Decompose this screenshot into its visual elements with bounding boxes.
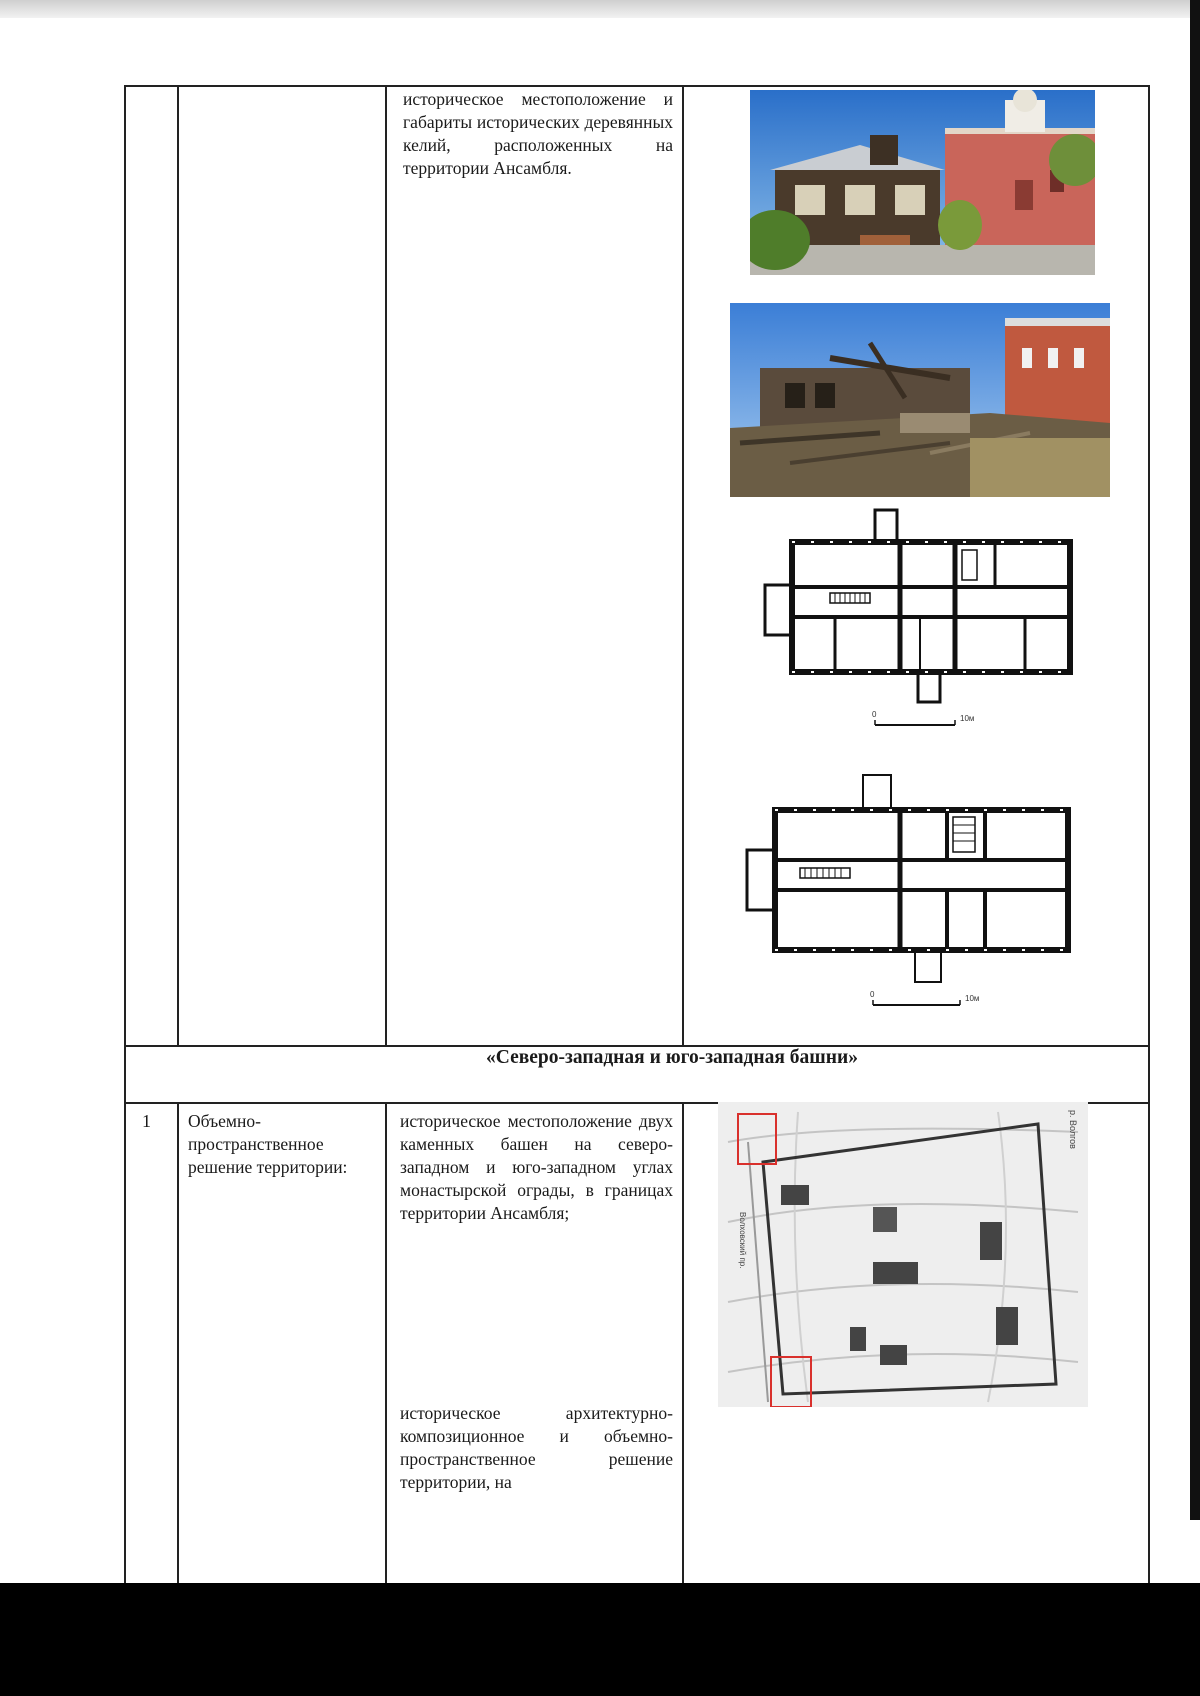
row-criterion-b: историческое архитектурно-композиционное и объемно-пространственное решение территории, на: [400, 1403, 673, 1492]
site-map: [718, 1102, 1088, 1407]
floor-plan-1: [740, 505, 1080, 745]
table-line-col1: [177, 85, 179, 1046]
row-number: 1: [142, 1111, 151, 1131]
photo-wooden-cells: [750, 90, 1095, 275]
plan2-scale-start: 0: [870, 990, 875, 999]
plan1-scale-start: 0: [872, 710, 877, 719]
map-label-river: р. Волгов: [1068, 1110, 1078, 1149]
scan-bottom-edge: [0, 1583, 1200, 1696]
map-label-road: Волховский пр.: [738, 1212, 747, 1269]
plan2-scale-end: 10м: [965, 994, 980, 1003]
table-line-top: [124, 85, 1150, 87]
row-criterion-a: историческое местоположение двух каменных башен на северо-западном и юго-западном углах монастырской ограды, в границах территории Ансамбля;: [400, 1111, 673, 1223]
table-line-col2-lower: [385, 1103, 387, 1583]
table-line-col3: [682, 85, 684, 1046]
photo-ruined-cells: [730, 303, 1110, 497]
plan1-scale-end: 10м: [960, 714, 975, 723]
section-title: «Северо-западная и юго-западная башни»: [486, 1047, 858, 1068]
floor-plan-2: [735, 765, 1080, 1020]
table-line-col3-lower: [682, 1103, 684, 1583]
table-line-right: [1148, 85, 1150, 1583]
table-line-left: [124, 85, 126, 1583]
table-line-col2: [385, 85, 387, 1046]
top-row-criterion: историческое местоположение и габариты исторических деревянных келий, расположенных на территории Ансамбля.: [403, 89, 673, 178]
table-line-col1-lower: [177, 1103, 179, 1583]
row-subject: Объемно-пространственное решение территории:: [188, 1111, 348, 1177]
